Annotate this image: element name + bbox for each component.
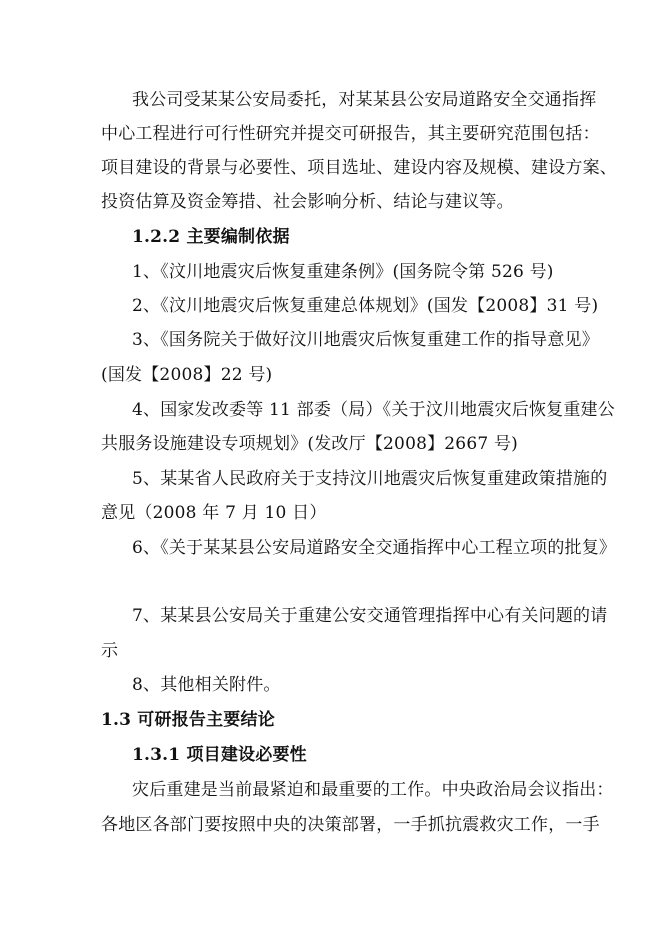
list-item: 2、《汶川地震灾后恢复重建总体规划》(国发【2008】31 号) [132,296,599,316]
list-item: 5、某某省人民政府关于支持汶川地震灾后恢复重建政策措施的 [132,469,608,489]
paragraph-line: 灾后重建是当前最紧迫和最重要的工作。中央政治局会议指出： [132,780,614,800]
list-item-continuation: 共服务设施建设专项规划》(发改厅【2008】2667 号) [101,434,518,454]
paragraph-line: 我公司受某某公安局委托，对某某县公安局道路安全交通指挥 [132,90,597,110]
list-item: 8、其他相关附件。 [132,675,281,695]
paragraph-line: 投资估算及资金筹措、社会影响分析、结论与建议等。 [101,192,514,212]
subsection-heading: 1.3.1 项目建设必要性 [132,745,307,765]
list-item-continuation: (国发【2008】22 号) [101,365,273,385]
list-item-continuation: 示 [101,641,119,661]
section-heading: 1.3 可研报告主要结论 [101,710,275,730]
list-item: 4、国家发改委等 11 部委（局）《关于汶川地震灾后恢复重建公 [132,400,615,420]
paragraph-line: 中心工程进行可行性研究并提交可研报告，其主要研究范围包括： [101,124,600,144]
list-item: 6、《关于某某县公安局道路安全交通指挥中心工程立项的批复》 [132,538,617,558]
section-heading: 1.2.2 主要编制依据 [132,227,290,247]
list-item: 3、《国务院关于做好汶川地震灾后恢复重建工作的指导意见》 [132,330,599,350]
paragraph-line: 项目建设的背景与必要性、项目选址、建设内容及规模、建设方案、 [101,158,617,178]
list-item: 1、《汶川地震灾后恢复重建条例》(国务院令第 526 号) [132,262,554,282]
paragraph-line: 各地区各部门要按照中央的决策部署，一手抓抗震救灾工作，一手 [101,815,600,835]
list-item: 7、某某县公安局关于重建公安交通管理指挥中心有关问题的请 [132,606,608,626]
list-item-continuation: 意见（2008 年 7 月 10 日） [101,503,327,523]
